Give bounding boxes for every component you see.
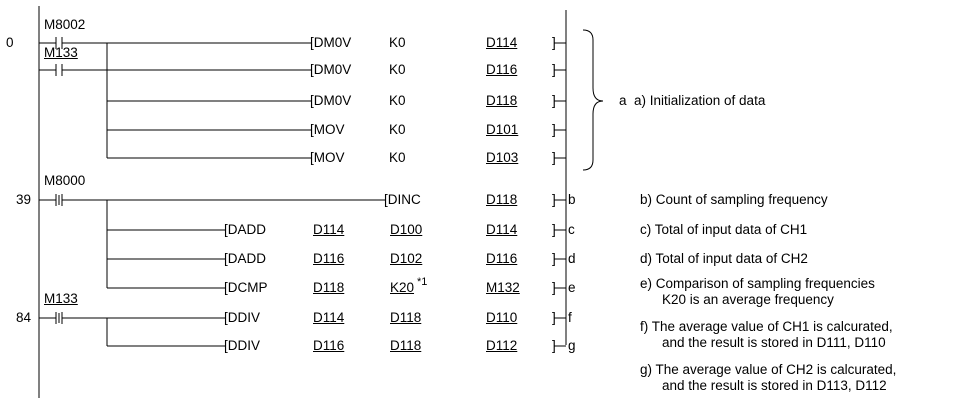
instruction-cmd: [MOV [310, 122, 345, 137]
group-label-d: d [568, 251, 576, 266]
instruction-cmd: [DM0V [310, 35, 352, 50]
note-e-line2: K20 is an average frequency [662, 292, 834, 307]
instruction-arg: D116 [313, 338, 345, 353]
instruction-cmd: [DCMP [224, 280, 268, 295]
instruction-cmd: [DM0V [310, 62, 352, 77]
instruction-arg: D114 [313, 310, 345, 325]
instruction-arg: D118 [390, 338, 422, 353]
instruction-arg: D112 [486, 338, 518, 353]
instruction-arg: K0 [389, 93, 406, 108]
note-b: b) Count of sampling frequency [640, 192, 828, 207]
instruction-cmd: [DINC [384, 192, 421, 207]
step-number-0: 0 [6, 35, 14, 50]
instruction-arg: D116 [486, 251, 518, 266]
instruction-end: ] [552, 192, 556, 207]
instruction-arg: D116 [486, 62, 518, 77]
instruction-end: ] [552, 122, 556, 137]
note-g: g) The average value of CH2 is calcurated, [640, 362, 897, 377]
instruction-arg: D114 [313, 222, 345, 237]
instruction-end: ] [552, 280, 556, 295]
step-number-84: 84 [15, 310, 31, 325]
group-label-g: g [568, 338, 576, 353]
instruction-arg: M132 [486, 280, 520, 295]
instruction-cmd: [DDIV [224, 310, 261, 325]
instruction-end: ] [552, 310, 556, 325]
instruction-cmd: [DADD [224, 222, 267, 237]
instruction-arg: D103 [486, 150, 519, 165]
instruction-arg: D118 [486, 192, 518, 207]
note-a: a) Initialization of data [634, 93, 766, 108]
instruction-cmd: [DM0V [310, 93, 352, 108]
instruction-end: ] [552, 338, 556, 353]
instruction-arg: D118 [486, 93, 518, 108]
instruction-cmd: [DADD [224, 251, 267, 266]
contact-label: M8000 [44, 173, 86, 188]
group-label-c: c [568, 222, 575, 237]
instruction-arg: D118 [313, 280, 345, 295]
contact-label: M8002 [44, 17, 86, 32]
instruction-arg: D118 [390, 310, 422, 325]
instruction-arg: K0 [389, 62, 406, 77]
instruction-cmd: [DDIV [224, 338, 261, 353]
footnote-mark: *1 [417, 276, 428, 288]
note-d: d) Total of input data of CH2 [640, 251, 808, 266]
instruction-end: ] [552, 93, 556, 108]
contact-label: M133 [44, 291, 78, 306]
instruction-arg: K0 [389, 122, 406, 137]
instruction-arg: D110 [486, 310, 518, 325]
instruction-arg: D101 [486, 122, 519, 137]
group-label-e: e [568, 280, 576, 295]
instruction-arg: K0 [389, 35, 406, 50]
instruction-end: ] [552, 150, 556, 165]
contact-label: M133 [44, 45, 78, 60]
group-label-f: f [568, 310, 572, 325]
instruction-arg: D102 [390, 251, 423, 266]
note-f-line2: and the result is stored in D111, D110 [662, 335, 886, 350]
note-f: f) The average value of CH1 is calcurated, [640, 319, 893, 334]
brace-a [583, 30, 603, 170]
instruction-arg: D116 [313, 251, 345, 266]
note-g-line2: and the result is stored in D113, D112 [662, 378, 887, 393]
instruction-end: ] [552, 251, 556, 266]
instruction-arg: D114 [486, 35, 518, 50]
instruction-end: ] [552, 62, 556, 77]
group-label-a: a [619, 93, 627, 108]
instruction-arg: D100 [390, 222, 423, 237]
instruction-arg: K0 [389, 150, 406, 165]
note-c: c) Total of input data of CH1 [640, 222, 808, 237]
step-number-39: 39 [15, 192, 31, 207]
instruction-end: ] [552, 35, 556, 50]
instruction-arg: D114 [486, 222, 518, 237]
instruction-cmd: [MOV [310, 150, 345, 165]
instruction-arg: K20 [390, 280, 415, 295]
note-e: e) Comparison of sampling frequencies [640, 276, 875, 291]
instruction-end: ] [552, 222, 556, 237]
group-label-b: b [568, 192, 576, 207]
